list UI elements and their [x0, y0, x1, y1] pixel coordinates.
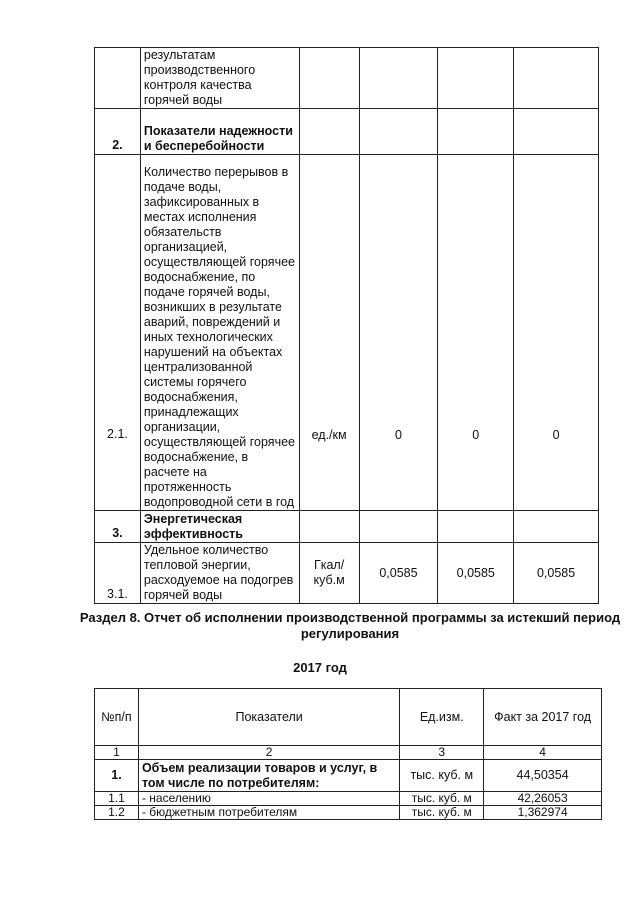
value-cell: 0,0585	[514, 543, 599, 604]
table-row	[95, 511, 599, 543]
value-cell	[359, 511, 438, 543]
unit-cell: ед./км	[299, 155, 359, 511]
section-title: Раздел 8. Отчет об исполнении производственной программы за истекший период регулирования	[79, 610, 621, 641]
value-cell: 0,0585	[438, 543, 514, 604]
col-header-fact: Факт за 2017 год	[484, 689, 602, 746]
value-cell	[514, 511, 599, 543]
indicator-name: результатам производственного контроля качества горячей воды	[140, 48, 299, 109]
fact-cell: 1,362974	[484, 806, 602, 820]
value-cell	[359, 48, 438, 109]
table-header-row	[95, 689, 602, 746]
row-number: 1.	[95, 760, 139, 792]
indicator-name: - населению	[138, 792, 399, 806]
table-row	[95, 48, 599, 109]
year-heading: 2017 год	[293, 660, 347, 675]
col-number: 2	[138, 746, 399, 760]
value-cell	[514, 48, 599, 109]
row-number: 3.	[95, 511, 141, 543]
row-number: 2.	[95, 109, 141, 155]
fact-cell: 42,26053	[484, 792, 602, 806]
unit-cell	[299, 48, 359, 109]
row-number: 1.1	[95, 792, 139, 806]
value-cell	[514, 109, 599, 155]
unit-cell: тыс. куб. м	[400, 792, 484, 806]
table-row	[95, 155, 599, 511]
table-row	[95, 792, 602, 806]
fact-cell: 44,50354	[484, 760, 602, 792]
col-number: 3	[400, 746, 484, 760]
value-cell: 0	[438, 155, 514, 511]
row-number	[95, 48, 141, 109]
table-row	[95, 109, 599, 155]
col-number: 1	[95, 746, 139, 760]
unit-cell: тыс. куб. м	[400, 760, 484, 792]
value-cell	[438, 109, 514, 155]
unit-cell: тыс. куб. м	[400, 806, 484, 820]
table-row	[95, 760, 602, 792]
value-cell: 0	[359, 155, 438, 511]
row-number: 1.2	[95, 806, 139, 820]
col-header-unit: Ед.изм.	[400, 689, 484, 746]
indicators-table	[94, 47, 599, 604]
table-row	[95, 806, 602, 820]
value-cell	[438, 511, 514, 543]
unit-cell	[299, 511, 359, 543]
indicator-name: Удельное количество тепловой энергии, расходуемое на подогрев горячей воды	[140, 543, 299, 604]
table-row	[95, 543, 599, 604]
row-number: 2.1.	[95, 155, 141, 511]
indicator-name: Показатели надежности и бесперебойности	[140, 109, 299, 155]
unit-cell	[299, 109, 359, 155]
unit-cell: Гкал/куб.м	[299, 543, 359, 604]
indicator-name: Количество перерывов в подаче воды, зафиксированных в местах исполнения обязательств организацией, осуществляющей горячее водоснабжение, по подаче горячей воды, возникших в результате аварий, повреждений и иных технологических нарушений на объектах централизованной системы горячего водоснабжения, принадлежащих организации, осуществляющей горячее водоснабжение, в расчете на протяженность водопроводной сети в год	[140, 155, 299, 511]
column-numbers-row	[95, 746, 602, 760]
col-header-num: №п/п	[95, 689, 139, 746]
row-number: 3.1.	[95, 543, 141, 604]
col-number: 4	[484, 746, 602, 760]
value-cell	[438, 48, 514, 109]
indicator-name: - бюджетным потребителям	[138, 806, 399, 820]
value-cell: 0	[514, 155, 599, 511]
col-header-name: Показатели	[138, 689, 399, 746]
report-table	[94, 688, 602, 820]
value-cell: 0,0585	[359, 543, 438, 604]
indicator-name: Объем реализации товаров и услуг, в том числе по потребителям:	[138, 760, 399, 792]
indicator-name: Энергетическая эффективность	[140, 511, 299, 543]
value-cell	[359, 109, 438, 155]
